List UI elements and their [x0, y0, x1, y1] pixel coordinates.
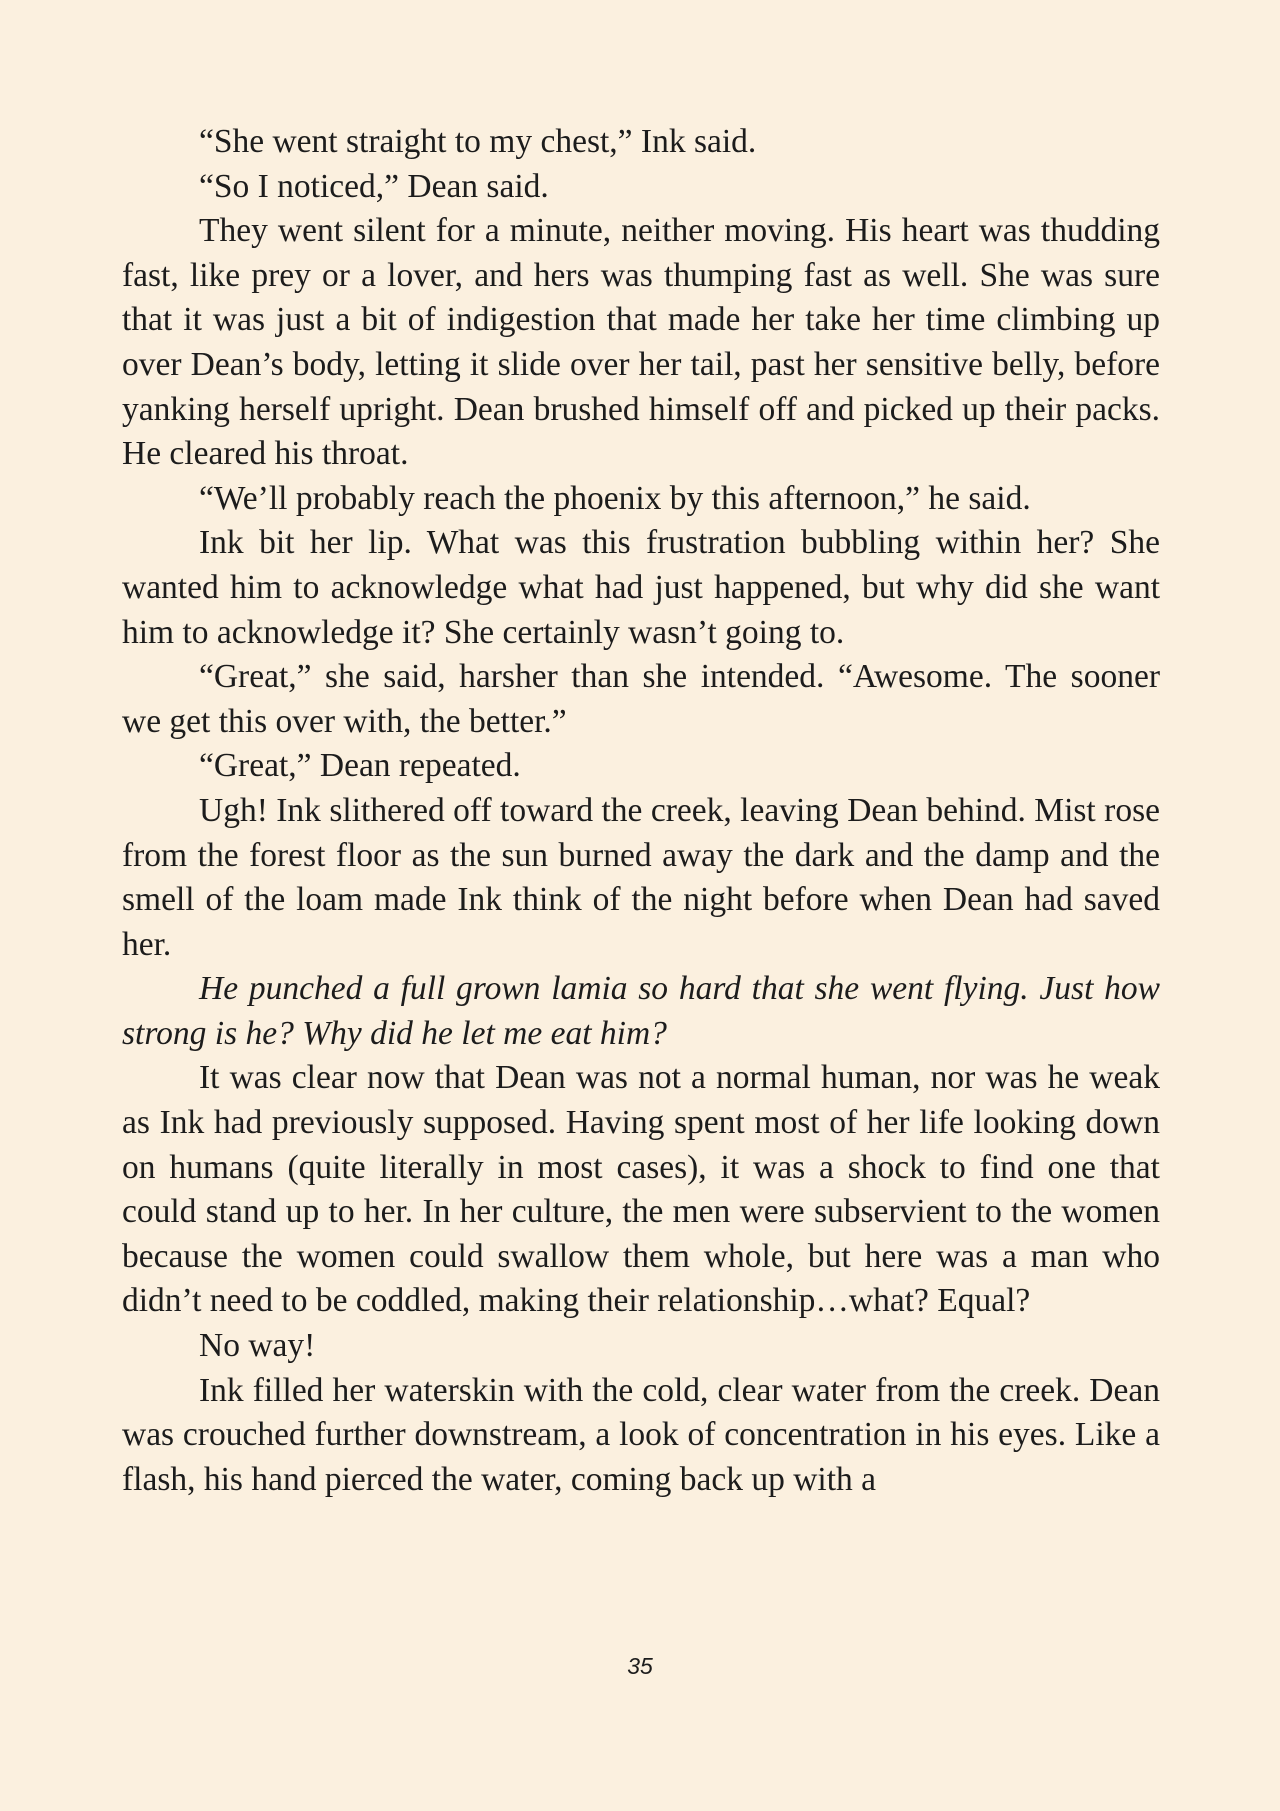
paragraph-1: “She went straight to my chest,” Ink said.: [199, 123, 757, 160]
paragraph-2: “So I noticed,” Dean said.: [199, 167, 549, 205]
paragraph-4: “We’ll probably reach the phoenix by this afternoon,” he said.: [199, 479, 1031, 517]
page-body: [122, 120, 1160, 1502]
paragraph-8: Ugh! Ink slithered off toward the creek, leaving Dean behind. Mist rose from the forest floor as the sun burned away the dark and the damp and the smell of the loam made Ink think of the night before when Dean had saved her.: [122, 791, 1160, 963]
paragraph-6: “Great,” she said, harsher than she intended. “Awesome. The sooner we get this over with, the better.”: [122, 658, 1160, 740]
paragraph-5: Ink bit her lip. What was this frustration bubbling within her? She wanted him to acknowledge what had just happened, but why did she want him to acknowledge it? She certainly wasn’t going to.: [122, 524, 1160, 651]
page-number: 35: [627, 1653, 653, 1679]
paragraph-3: They went silent for a minute, neither moving. His heart was thudding fast, like prey or a lover, and hers was thumping fast as well. She was sure that it was just a bit of indigestion that made her take her time climbing up over Dean’s body, letting it slide over her tail, past her sensitive belly, before yanking herself upright. Dean brushed himself off and picked up their packs. He cleared his throat.: [122, 212, 1160, 473]
paragraph-12: Ink filled her waterskin with the cold, clear water from the creek. Dean was crouched further downstream, a look of concentration in his eyes. Like a flash, his hand pierced the water, coming back up with a: [122, 1371, 1160, 1498]
paragraph-9-italic-thought: He punched a full grown lamia so hard that she went flying. Just how strong is he? Why did he let me eat him?: [122, 970, 1160, 1052]
paragraph-10: It was clear now that Dean was not a normal human, nor was he weak as Ink had previously supposed. Having spent most of her life looking down on humans (quite literally in most cases), it was a shock to find one that could stand up to her. In her culture, the men were subservient to the women because the women could swallow them whole, but here was a man who didn’t need to be coddled, making their relationship…what? Equal?: [122, 1059, 1160, 1320]
paragraph-11: No way!: [199, 1327, 316, 1365]
paragraph-7: “Great,” Dean repeated.: [199, 747, 521, 785]
